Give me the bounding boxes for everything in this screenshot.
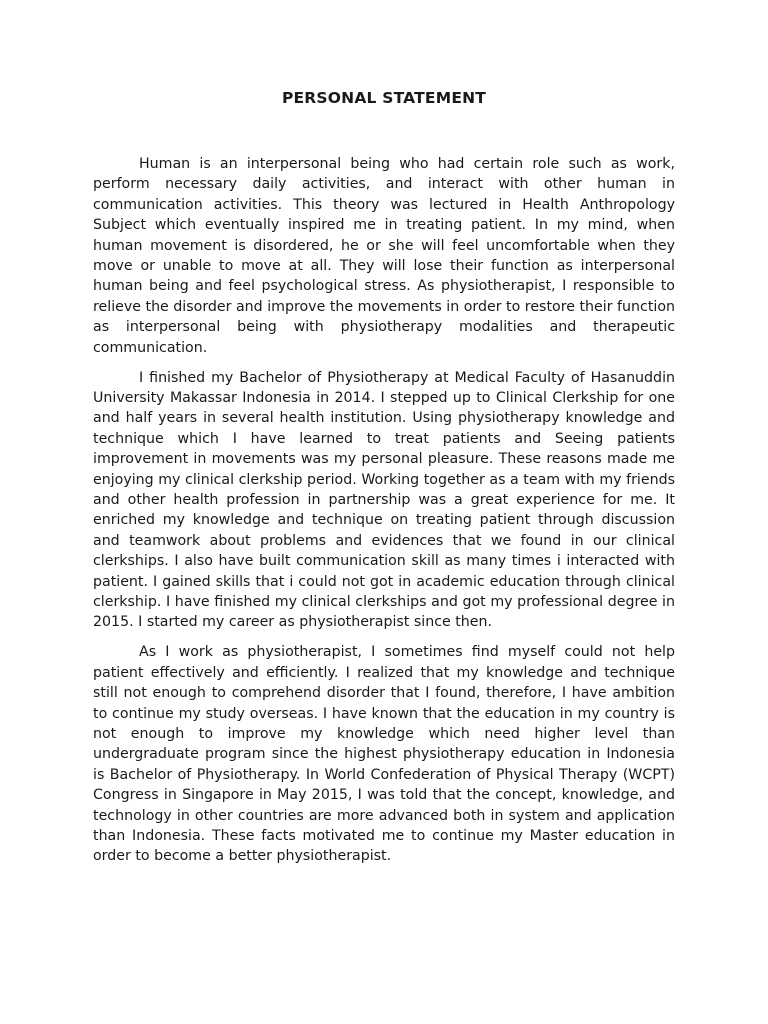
page-title: PERSONAL STATEMENT xyxy=(281,89,487,107)
paragraph-2: I finished my Bachelor of Physiotherapy at Medical Faculty of Hasanuddin University Makassar Indonesia in 2014. I stepped up to Clinical Clerkship for one and half years in several health institution. Using physiotherapy knowledge and technique which I have learned to treat patients and Seeing patients improvement in movements was my personal pleasure. These reasons made me enjoying my clinical clerkship period. Working together as a team with my friends and other health profession in partnership was a great experience for me. It enriched my knowledge and technique on treating patient through discussion and teamwork about problems and evidences that we found in our clinical clerkships. I also have built communication skill as many times i interacted with patient. I gained skills that i could not got in academic education through clinical clerkship. I have finished my clinical clerkships and got my professional degree in 2015. I started my career as physiotherapist since then. xyxy=(93,369,675,631)
paragraph-1: Human is an interpersonal being who had certain role such as work, perform necessary daily activities, and interact with other human in communication activities. This theory was lectured in Health Anthropology Subject which eventually inspired me in treating patient. In my mind, when human movement is disordered, he or she will feel uncomfortable when they move or unable to move at all. They will lose their function as interpersonal human being and feel psychological stress. As physiotherapist, I responsible to relieve the disorder and improve the movements in order to restore their function as interpersonal being with physiotherapy modalities and therapeutic communication. xyxy=(93,156,675,356)
paragraph-3: As I work as physiotherapist, I sometimes find myself could not help patient effectively and efficiently. I realized that my knowledge and technique still not enough to comprehend disorder that I found, therefore, I have ambition to continue my study overseas. I have known that the education in my country is not enough to improve my knowledge which need higher level than undergraduate program since the highest physiotherapy education in Indonesia is Bachelor of Physiotherapy. In World Confederation of Physical Therapy (WCPT) Congress in Singapore in May 2015, I was told that the concept, knowledge, and technology in other countries are more advanced both in system and application than Indonesia. These facts motivated me to continue my Master education in order to become a better physiotherapist. xyxy=(93,644,675,865)
document-body xyxy=(93,154,675,876)
